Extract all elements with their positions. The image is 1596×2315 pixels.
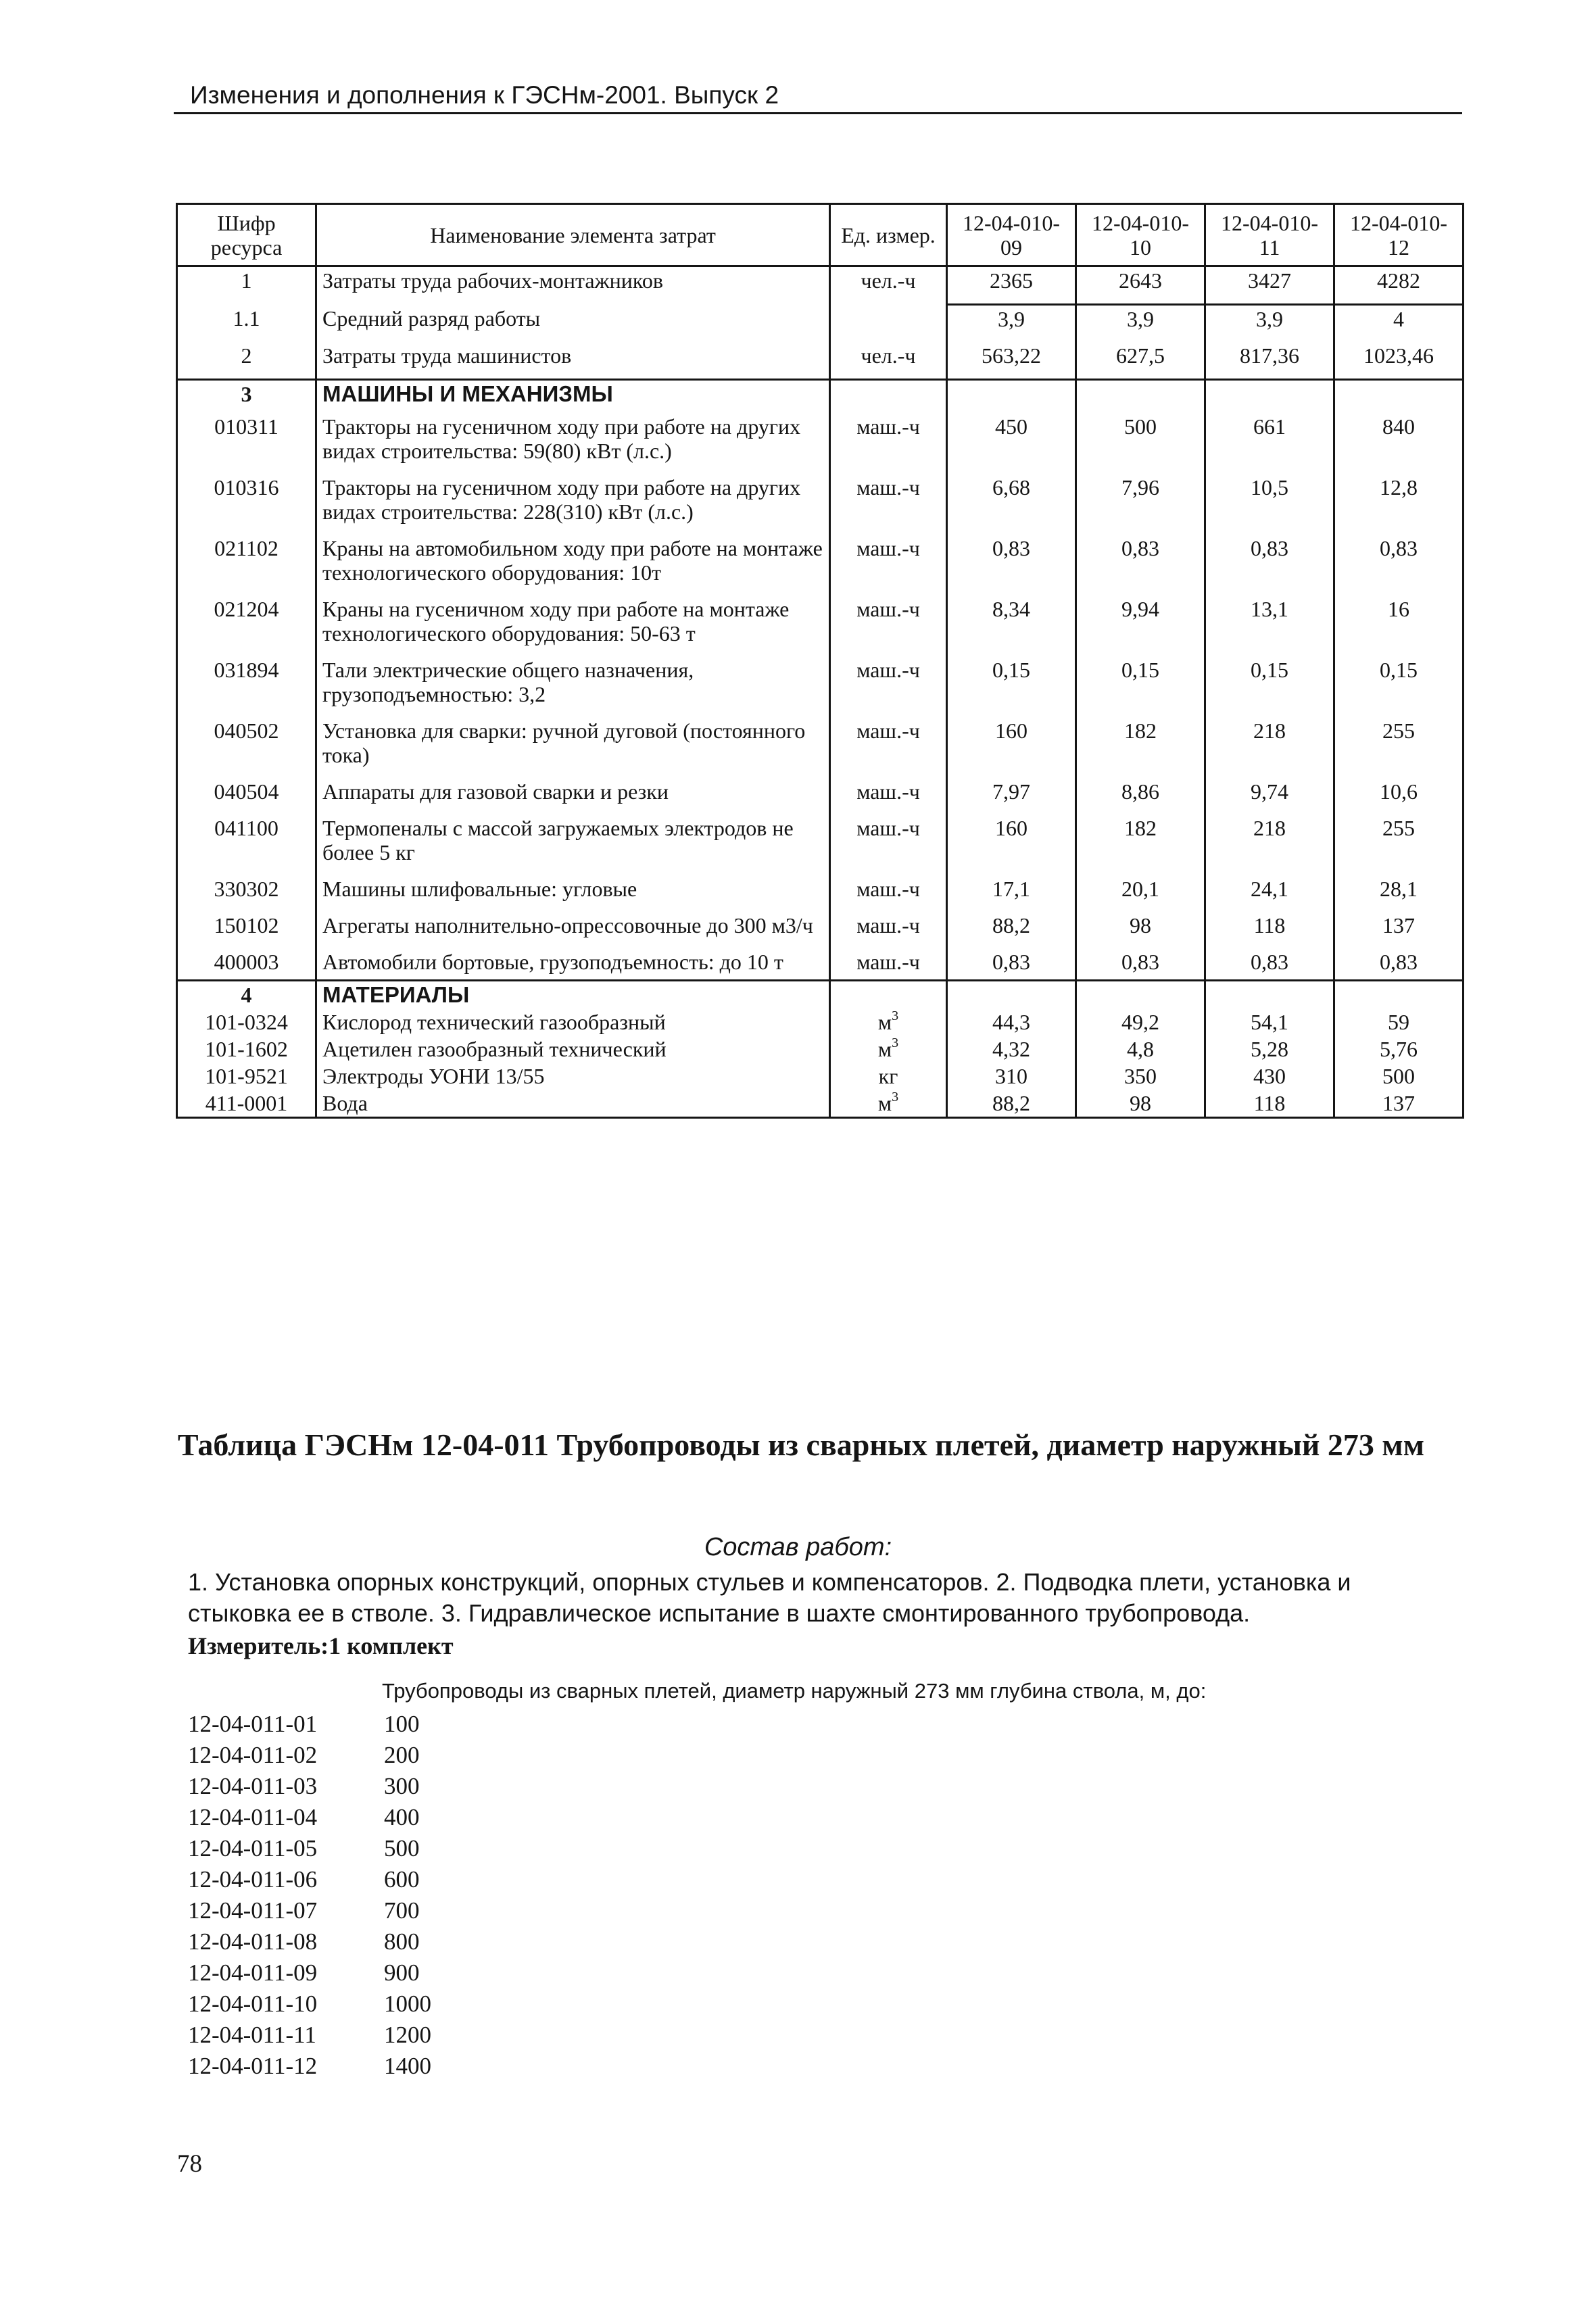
table-row — [177, 712, 1464, 773]
resource-code: 031894 — [177, 651, 316, 712]
item-depth: 1200 — [384, 2022, 431, 2048]
table-row — [177, 943, 1464, 981]
resource-unit — [830, 305, 947, 343]
item-depth: 700 — [384, 1897, 420, 1924]
empty-cell — [1076, 380, 1205, 408]
empty-cell — [1205, 380, 1334, 408]
section-title: Таблица ГЭСНм 12-04-011 Трубопроводы из сварных плетей, диаметр наружный 273 мм — [177, 1428, 1425, 1462]
resource-name: Затраты труда рабочих-монтажников — [316, 266, 830, 305]
page-number: 78 — [177, 2150, 202, 2178]
resource-value: 0,83 — [947, 529, 1076, 590]
resource-value: 0,83 — [1334, 943, 1464, 981]
table-row — [177, 906, 1464, 943]
resource-code: 041100 — [177, 809, 316, 870]
unit-text: чел.-ч — [861, 268, 916, 293]
resource-unit — [830, 468, 947, 529]
resource-value: 20,1 — [1076, 870, 1205, 906]
resource-unit — [830, 870, 947, 906]
resource-code: 330302 — [177, 870, 316, 906]
resource-value: 3,9 — [1205, 305, 1334, 343]
unit-text: маш.-ч — [856, 475, 920, 499]
resource-value: 5,76 — [1334, 1035, 1464, 1063]
resource-value: 0,15 — [1076, 651, 1205, 712]
resource-value: 0,83 — [1334, 529, 1464, 590]
resource-code: 010316 — [177, 468, 316, 529]
resource-name: Тали электрические общего назначения, грузоподъемностью: 3,2 — [316, 651, 830, 712]
resource-value: 627,5 — [1076, 342, 1205, 380]
item-code: 12-04-011-10 — [188, 1991, 318, 2017]
unit-text: маш.-ч — [856, 913, 920, 937]
resource-unit — [830, 943, 947, 981]
table-row — [177, 1035, 1464, 1063]
empty-cell — [947, 981, 1076, 1009]
resource-name: Краны на гусеничном ходу при работе на монтаже технологического оборудования: 50-63 т — [316, 590, 830, 651]
resource-code: 411-0001 — [177, 1090, 316, 1118]
header-column: 12-04-010-12 — [1334, 204, 1464, 266]
list-item — [188, 1771, 526, 1802]
section-row — [177, 380, 1464, 408]
resource-name: Краны на автомобильном ходу при работе на монтаже технологического оборудования: 10т — [316, 529, 830, 590]
item-depth: 1000 — [384, 1991, 431, 2017]
list-item — [188, 1802, 526, 1833]
resource-value: 4,32 — [947, 1035, 1076, 1063]
table-body — [177, 266, 1464, 1118]
resource-name: Кислород технический газообразный — [316, 1008, 830, 1035]
resource-value: 16 — [1334, 590, 1464, 651]
resource-name: Электроды УОНИ 13/55 — [316, 1063, 830, 1090]
resource-value: 54,1 — [1205, 1008, 1334, 1035]
composition-text: 1. Установка опорных конструкций, опорных стульев и компенсаторов. 2. Подводка плети, установка и стыковка ее в стволе. 3. Гидравлическое испытание в шахте смонтированного трубопровода. — [188, 1568, 1351, 1627]
resource-value: 49,2 — [1076, 1008, 1205, 1035]
resource-value: 6,68 — [947, 468, 1076, 529]
resource-name: Агрегаты наполнительно-опрессовочные до 300 м3/ч — [316, 906, 830, 943]
resource-value: 10,5 — [1205, 468, 1334, 529]
list-item — [188, 2051, 526, 2082]
empty-cell — [830, 380, 947, 408]
unit-text: м — [877, 1010, 892, 1034]
unit-superscript: 3 — [892, 1090, 899, 1104]
table-row — [177, 1008, 1464, 1035]
header-column: 12-04-010-10 — [1076, 204, 1205, 266]
resource-value: 182 — [1076, 712, 1205, 773]
table-row — [177, 1090, 1464, 1118]
table-row — [177, 651, 1464, 712]
resource-value: 9,74 — [1205, 773, 1334, 809]
resource-code: 021204 — [177, 590, 316, 651]
resource-value: 88,2 — [947, 906, 1076, 943]
table-row — [177, 468, 1464, 529]
item-code: 12-04-011-01 — [188, 1711, 318, 1737]
resource-value: 310 — [947, 1063, 1076, 1090]
item-code: 12-04-011-03 — [188, 1773, 318, 1799]
resource-unit — [830, 408, 947, 468]
resource-value: 255 — [1334, 809, 1464, 870]
resource-value: 160 — [947, 712, 1076, 773]
resource-code: 010311 — [177, 408, 316, 468]
table-row — [177, 590, 1464, 651]
resource-code: 400003 — [177, 943, 316, 981]
resource-value: 218 — [1205, 712, 1334, 773]
item-depth: 600 — [384, 1866, 420, 1893]
unit-text: маш.-ч — [856, 597, 920, 621]
resource-value: 2643 — [1076, 266, 1205, 305]
resource-value: 661 — [1205, 408, 1334, 468]
items-list — [188, 1709, 526, 2082]
resource-unit — [830, 712, 947, 773]
resource-value: 24,1 — [1205, 870, 1334, 906]
list-item — [188, 1709, 526, 1740]
unit-text: маш.-ч — [856, 877, 920, 901]
section-name: МАТЕРИАЛЫ — [316, 981, 830, 1009]
resource-value: 350 — [1076, 1063, 1205, 1090]
resource-name: Затраты труда машинистов — [316, 342, 830, 380]
resource-value: 118 — [1205, 1090, 1334, 1118]
running-header-title: Изменения и дополнения к ГЭСНм-2001. Выпуск 2 — [190, 81, 779, 109]
resource-name: Тракторы на гусеничном ходу при работе на других видах строительства: 228(310) кВт (л.с.) — [316, 468, 830, 529]
section-name: МАШИНЫ И МЕХАНИЗМЫ — [316, 380, 830, 408]
resource-unit — [830, 773, 947, 809]
resource-unit — [830, 906, 947, 943]
table-row — [177, 773, 1464, 809]
resource-value: 4282 — [1334, 266, 1464, 305]
resource-value: 182 — [1076, 809, 1205, 870]
resource-unit — [830, 529, 947, 590]
list-item — [188, 1740, 526, 1771]
unit-text: маш.-ч — [856, 779, 920, 804]
resource-value: 5,28 — [1205, 1035, 1334, 1063]
resource-value: 3,9 — [947, 305, 1076, 343]
item-depth: 200 — [384, 1742, 420, 1768]
item-depth: 500 — [384, 1835, 420, 1861]
resource-name: Автомобили бортовые, грузоподъемность: до 10 т — [316, 943, 830, 981]
resource-value: 1023,46 — [1334, 342, 1464, 380]
resource-name: Аппараты для газовой сварки и резки — [316, 773, 830, 809]
resource-unit — [830, 1035, 947, 1063]
unit-text: маш.-ч — [856, 414, 920, 439]
resource-value: 430 — [1205, 1063, 1334, 1090]
resource-value: 12,8 — [1334, 468, 1464, 529]
header-code: Шифр ресурса — [177, 204, 316, 266]
resource-code: 101-1602 — [177, 1035, 316, 1063]
item-depth: 100 — [384, 1711, 420, 1737]
unit-text: маш.-ч — [856, 658, 920, 682]
resource-value: 3427 — [1205, 266, 1334, 305]
item-code: 12-04-011-06 — [188, 1866, 318, 1893]
resource-unit — [830, 1008, 947, 1035]
resource-code: 1 — [177, 266, 316, 305]
resource-value: 0,83 — [1205, 943, 1334, 981]
resource-value: 0,15 — [1205, 651, 1334, 712]
unit-superscript: 3 — [892, 1035, 899, 1050]
section-code: 4 — [177, 981, 316, 1009]
resource-value: 59 — [1334, 1008, 1464, 1035]
resource-value: 118 — [1205, 906, 1334, 943]
table-header-row — [177, 204, 1464, 266]
resource-unit — [830, 1090, 947, 1118]
item-depth: 400 — [384, 1804, 420, 1830]
list-item — [188, 1833, 526, 1864]
resource-name: Средний разряд работы — [316, 305, 830, 343]
resource-code: 1.1 — [177, 305, 316, 343]
resource-value: 0,15 — [1334, 651, 1464, 712]
resource-value: 0,83 — [947, 943, 1076, 981]
item-code: 12-04-011-05 — [188, 1835, 318, 1861]
table-row — [177, 305, 1464, 343]
resource-value: 17,1 — [947, 870, 1076, 906]
unit-text: кг — [878, 1064, 898, 1088]
resource-value: 218 — [1205, 809, 1334, 870]
empty-cell — [1334, 380, 1464, 408]
item-code: 12-04-011-08 — [188, 1928, 318, 1955]
items-caption: Трубопроводы из сварных плетей, диаметр наружный 273 мм глубина ствола, м, до: — [382, 1679, 1207, 1703]
resource-value: 137 — [1334, 1090, 1464, 1118]
list-item — [188, 2020, 526, 2051]
unit-superscript: 3 — [892, 1008, 899, 1023]
empty-cell — [947, 380, 1076, 408]
header-name: Наименование элемента затрат — [316, 204, 830, 266]
resource-value: 137 — [1334, 906, 1464, 943]
list-item — [188, 1926, 526, 1957]
header-unit: Ед. измер. — [830, 204, 947, 266]
resource-value: 563,22 — [947, 342, 1076, 380]
empty-cell — [1334, 981, 1464, 1009]
resource-value: 160 — [947, 809, 1076, 870]
resource-unit — [830, 651, 947, 712]
resource-value: 255 — [1334, 712, 1464, 773]
unit-text: м — [877, 1091, 892, 1115]
item-depth: 800 — [384, 1928, 420, 1955]
resource-value: 450 — [947, 408, 1076, 468]
resource-value: 44,3 — [947, 1008, 1076, 1035]
empty-cell — [830, 981, 947, 1009]
table-row — [177, 529, 1464, 590]
resource-value: 0,83 — [1205, 529, 1334, 590]
list-item — [188, 1895, 526, 1926]
list-item — [188, 1989, 526, 2020]
unit-text: маш.-ч — [856, 536, 920, 560]
table-row — [177, 408, 1464, 468]
item-depth: 900 — [384, 1959, 420, 1986]
resource-value: 0,83 — [1076, 529, 1205, 590]
resource-code: 2 — [177, 342, 316, 380]
resource-unit — [830, 590, 947, 651]
resource-value: 817,36 — [1205, 342, 1334, 380]
section-code: 3 — [177, 380, 316, 408]
unit-text: чел.-ч — [861, 343, 916, 368]
resource-code: 040504 — [177, 773, 316, 809]
resource-code: 101-0324 — [177, 1008, 316, 1035]
resource-unit — [830, 342, 947, 380]
item-code: 12-04-011-11 — [188, 2022, 316, 2048]
resource-value: 0,15 — [947, 651, 1076, 712]
header-column: 12-04-010-09 — [947, 204, 1076, 266]
list-item — [188, 1957, 526, 1989]
resource-name: Ацетилен газообразный технический — [316, 1035, 830, 1063]
resource-unit — [830, 809, 947, 870]
resource-value: 0,83 — [1076, 943, 1205, 981]
meter-label: Измеритель:1 комплект — [188, 1632, 454, 1659]
resource-value: 3,9 — [1076, 305, 1205, 343]
empty-cell — [1076, 981, 1205, 1009]
resource-name: Термопеналы с массой загружаемых электродов не более 5 кг — [316, 809, 830, 870]
table-row — [177, 266, 1464, 305]
empty-cell — [1205, 981, 1334, 1009]
resource-unit — [830, 1063, 947, 1090]
unit-text: маш.-ч — [856, 816, 920, 840]
resource-value: 8,86 — [1076, 773, 1205, 809]
resource-value: 28,1 — [1334, 870, 1464, 906]
table-row — [177, 342, 1464, 380]
resource-value: 840 — [1334, 408, 1464, 468]
resource-value: 7,96 — [1076, 468, 1205, 529]
item-code: 12-04-011-07 — [188, 1897, 318, 1924]
resource-value: 2365 — [947, 266, 1076, 305]
unit-text: м — [877, 1037, 892, 1061]
unit-text: маш.-ч — [856, 718, 920, 743]
table-row — [177, 1063, 1464, 1090]
unit-text: маш.-ч — [856, 950, 920, 974]
resource-value: 8,34 — [947, 590, 1076, 651]
resource-name: Тракторы на гусеничном ходу при работе на других видах строительства: 59(80) кВт (л.с.) — [316, 408, 830, 468]
resource-value: 9,94 — [1076, 590, 1205, 651]
resource-value: 13,1 — [1205, 590, 1334, 651]
resource-code: 021102 — [177, 529, 316, 590]
item-code: 12-04-011-12 — [188, 2053, 318, 2079]
resource-value: 500 — [1076, 408, 1205, 468]
running-header — [174, 73, 1462, 114]
resource-value: 10,6 — [1334, 773, 1464, 809]
resource-table — [176, 203, 1464, 1119]
table-row — [177, 809, 1464, 870]
resource-value: 98 — [1076, 1090, 1205, 1118]
resource-name: Вода — [316, 1090, 830, 1118]
header-column: 12-04-010-11 — [1205, 204, 1334, 266]
resource-value: 4 — [1334, 305, 1464, 343]
resource-unit — [830, 266, 947, 305]
resource-code: 101-9521 — [177, 1063, 316, 1090]
item-code: 12-04-011-09 — [188, 1959, 318, 1986]
resource-value: 7,97 — [947, 773, 1076, 809]
table-row — [177, 870, 1464, 906]
resource-code: 040502 — [177, 712, 316, 773]
resource-value: 500 — [1334, 1063, 1464, 1090]
list-item — [188, 1864, 526, 1895]
item-depth: 1400 — [384, 2053, 431, 2079]
resource-value: 98 — [1076, 906, 1205, 943]
composition-heading: Состав работ: — [704, 1533, 892, 1561]
resource-value: 88,2 — [947, 1090, 1076, 1118]
item-depth: 300 — [384, 1773, 420, 1799]
resource-name: Установка для сварки: ручной дуговой (постоянного тока) — [316, 712, 830, 773]
resource-value: 4,8 — [1076, 1035, 1205, 1063]
resource-name: Машины шлифовальные: угловые — [316, 870, 830, 906]
section-row — [177, 981, 1464, 1009]
item-code: 12-04-011-02 — [188, 1742, 318, 1768]
item-code: 12-04-011-04 — [188, 1804, 318, 1830]
resource-code: 150102 — [177, 906, 316, 943]
